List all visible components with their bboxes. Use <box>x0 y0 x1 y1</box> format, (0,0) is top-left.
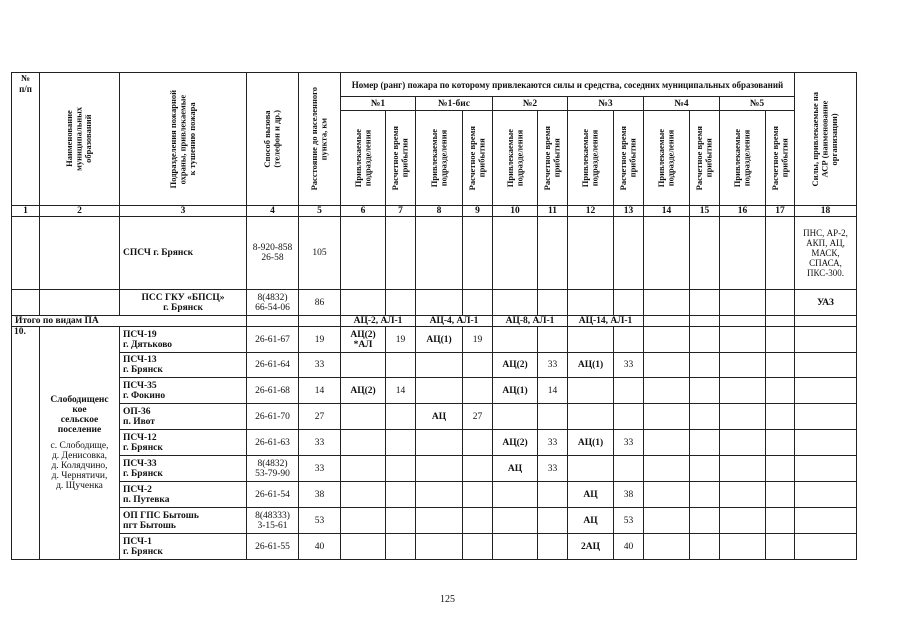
unit-name: ПСЧ-35 г. Фокино <box>120 378 247 404</box>
total-label: Итого по видам ПА <box>12 316 247 327</box>
table-row <box>12 456 857 482</box>
rank-1-units: АЦ(2) *АЛ <box>341 327 386 353</box>
phone: 26-61-63 <box>247 430 299 456</box>
phone: 26-61-70 <box>247 404 299 430</box>
unit-name: ОП-36 п. Ивот <box>120 404 247 430</box>
rank-1bis-time: 19 <box>463 327 493 353</box>
header-col18: Силы, привлекаемые на АСР (наименование организации) <box>795 73 857 206</box>
colnum: 8 <box>416 206 463 217</box>
distance: 53 <box>299 508 341 534</box>
colnum: 13 <box>614 206 644 217</box>
table-row <box>12 430 857 456</box>
table-row <box>12 378 857 404</box>
rank-3-time: 38 <box>614 482 644 508</box>
rank-1-units <box>341 456 386 482</box>
rank-1-time <box>386 482 416 508</box>
phone: 8(4832) 66-54-06 <box>247 290 299 316</box>
rank-1-time <box>386 353 416 378</box>
rank-3-time <box>614 404 644 430</box>
phone: 8(4832) 53-79-90 <box>247 456 299 482</box>
phone: 26-61-54 <box>247 482 299 508</box>
rank-2-time: 33 <box>538 353 568 378</box>
rank-3-units: АЦ(1) <box>568 430 614 456</box>
rank-3-time: 33 <box>614 430 644 456</box>
rank-2-units <box>493 327 538 353</box>
table-row <box>12 353 857 378</box>
rank-2-time <box>538 327 568 353</box>
rank-1-time <box>386 508 416 534</box>
distance: 33 <box>299 430 341 456</box>
municipality-name: Слободищенс кое сельское поселение <box>50 395 109 435</box>
rank-3-time <box>614 456 644 482</box>
fire-forces-table <box>11 72 857 560</box>
colnum: 18 <box>795 206 857 217</box>
rank-1-time <box>386 430 416 456</box>
distance: 14 <box>299 378 341 404</box>
total-rank-2: АЦ-8, АЛ-1 <box>493 316 568 327</box>
distance: 33 <box>299 456 341 482</box>
total-rank-1: АЦ-2, АЛ-1 <box>341 316 416 327</box>
table-row <box>12 534 857 560</box>
rank-1bis-units <box>416 430 463 456</box>
rank-3-units <box>568 327 614 353</box>
header-units-2: Привлекаемые подразделения <box>493 111 538 206</box>
header-units-1: Привлекаемые подразделения <box>341 111 386 206</box>
rank-2-units <box>493 534 538 560</box>
rank-1-units <box>341 353 386 378</box>
municipality-villages: с. Слободище, д. Денисовка, д. Колядчино, д. Чернятичи, д. Щученка <box>50 441 109 491</box>
colnum: 1 <box>12 206 40 217</box>
rank-1-time <box>386 456 416 482</box>
phone: 26-61-67 <box>247 327 299 353</box>
rank-1bis-time <box>463 353 493 378</box>
rank-2-time <box>538 482 568 508</box>
rank-3-units <box>568 378 614 404</box>
header-time-1: Расчетное время прибытия <box>386 111 416 206</box>
header-time-3: Расчетное время прибытия <box>614 111 644 206</box>
header-col5: Расстояние до населенного пункта, км <box>299 73 341 206</box>
phone: 26-61-68 <box>247 378 299 404</box>
asr-forces: УАЗ <box>795 290 857 316</box>
header-units-5: Привлекаемые подразделения <box>720 111 766 206</box>
rank-1bis-time <box>463 508 493 534</box>
rank-2-time <box>538 508 568 534</box>
header-n4: №4 <box>644 97 720 111</box>
total-rank-1bis: АЦ-4, АЛ-1 <box>416 316 493 327</box>
header-time-5: Расчетное время прибытия <box>766 111 795 206</box>
rank-1-time <box>386 404 416 430</box>
rank-1-units <box>341 404 386 430</box>
rank-1bis-units <box>416 353 463 378</box>
rank-1bis-units <box>416 482 463 508</box>
rank-3-units: АЦ(1) <box>568 353 614 378</box>
rank-1bis-units <box>416 534 463 560</box>
rank-1-time <box>386 534 416 560</box>
rank-2-time: 33 <box>538 430 568 456</box>
colnum: 6 <box>341 206 386 217</box>
distance: 105 <box>299 217 341 290</box>
rank-3-units <box>568 456 614 482</box>
unit-name: ПСЧ-12 г. Брянск <box>120 430 247 456</box>
rank-1bis-units <box>416 508 463 534</box>
colnum: 12 <box>568 206 614 217</box>
rank-1bis-time <box>463 430 493 456</box>
unit-name: СПСЧ г. Брянск <box>120 217 247 290</box>
rank-2-units: АЦ(2) <box>493 430 538 456</box>
rank-1-units <box>341 534 386 560</box>
distance: 38 <box>299 482 341 508</box>
rank-1-time: 19 <box>386 327 416 353</box>
rank-3-units: АЦ <box>568 508 614 534</box>
header-col1: № п/п <box>12 73 40 206</box>
colnum: 15 <box>690 206 720 217</box>
rank-3-time: 40 <box>614 534 644 560</box>
rank-1-units <box>341 430 386 456</box>
asr-forces: ПНС, АР-2, АКП, АЦ, МАСК, СПАСА, ПКС-300. <box>795 217 857 290</box>
header-col2: Наименование муниципальных образований <box>40 73 120 206</box>
rank-2-units <box>493 508 538 534</box>
page-number: 125 <box>440 594 455 605</box>
rank-2-units <box>493 404 538 430</box>
row-number: 10. <box>12 327 40 560</box>
rank-2-units <box>493 482 538 508</box>
rank-2-time: 14 <box>538 378 568 404</box>
rank-3-time <box>614 378 644 404</box>
rank-1bis-time <box>463 534 493 560</box>
rank-1-units: АЦ(2) <box>341 378 386 404</box>
table-row <box>12 508 857 534</box>
header-n1: №1 <box>341 97 416 111</box>
colnum: 4 <box>247 206 299 217</box>
total-rank-3: АЦ-14, АЛ-1 <box>568 316 644 327</box>
colnum: 5 <box>299 206 341 217</box>
unit-name: ПСЧ-33 г. Брянск <box>120 456 247 482</box>
colnum: 7 <box>386 206 416 217</box>
column-numbers-row <box>12 206 857 217</box>
rank-1bis-time <box>463 456 493 482</box>
header-time-1bis: Расчетное время прибытия <box>463 111 493 206</box>
unit-name: ПСЧ-2 п. Путевка <box>120 482 247 508</box>
unit-name: ПСЧ-19 г. Дятьково <box>120 327 247 353</box>
phone: 8-920-858 26-58 <box>247 217 299 290</box>
table-row <box>12 404 857 430</box>
colnum: 16 <box>720 206 766 217</box>
colnum: 2 <box>40 206 120 217</box>
colnum: 9 <box>463 206 493 217</box>
header-n5: №5 <box>720 97 795 111</box>
rank-2-units: АЦ(2) <box>493 353 538 378</box>
distance: 86 <box>299 290 341 316</box>
rank-2-units: АЦ(1) <box>493 378 538 404</box>
rank-1bis-units <box>416 456 463 482</box>
unit-name: ПСЧ-1 г. Брянск <box>120 534 247 560</box>
phone: 26-61-55 <box>247 534 299 560</box>
phone: 8(48333) 3-15-61 <box>247 508 299 534</box>
rank-3-time: 53 <box>614 508 644 534</box>
header-n3: №3 <box>568 97 644 111</box>
unit-name: ПСС ГКУ «БПСЦ» г. Брянск <box>120 290 247 316</box>
rank-1-time: 14 <box>386 378 416 404</box>
rank-1-units <box>341 508 386 534</box>
header-group: Номер (ранг) пожара по которому привлекаются силы и средства, соседних муниципальных образований <box>341 73 795 97</box>
table-row <box>12 217 857 290</box>
rank-3-units: 2АЦ <box>568 534 614 560</box>
rank-3-time: 33 <box>614 353 644 378</box>
municipality <box>40 327 120 560</box>
distance: 27 <box>299 404 341 430</box>
header-n1bis: №1-бис <box>416 97 493 111</box>
header-units-3: Привлекаемые подразделения <box>568 111 614 206</box>
unit-name: ПСЧ-13 г. Брянск <box>120 353 247 378</box>
rank-1bis-units: АЦ(1) <box>416 327 463 353</box>
header-units-1bis: Привлекаемые подразделения <box>416 111 463 206</box>
rank-1bis-units <box>416 378 463 404</box>
rank-1-units <box>341 482 386 508</box>
header-n2: №2 <box>493 97 568 111</box>
rank-1bis-time <box>463 482 493 508</box>
colnum: 17 <box>766 206 795 217</box>
rank-3-units <box>568 404 614 430</box>
table-row <box>12 327 857 353</box>
rank-1bis-units: АЦ <box>416 404 463 430</box>
header-time-2: Расчетное время прибытия <box>538 111 568 206</box>
header-col3: Подразделения пожарной охраны, привлекаемые к тушению пожара <box>120 73 247 206</box>
rank-2-time <box>538 404 568 430</box>
total-row <box>12 316 857 327</box>
rank-2-time <box>538 534 568 560</box>
header-col4: Способ вызова (телефон и др.) <box>247 73 299 206</box>
rank-1bis-time: 27 <box>463 404 493 430</box>
unit-name: ОП ГПС Бытошь пгт Бытошь <box>120 508 247 534</box>
header-time-4: Расчетное время прибытия <box>690 111 720 206</box>
rank-1bis-time <box>463 378 493 404</box>
table-row <box>12 290 857 316</box>
header-units-4: Привлекаемые подразделения <box>644 111 690 206</box>
rank-2-time: 33 <box>538 456 568 482</box>
colnum: 11 <box>538 206 568 217</box>
colnum: 3 <box>120 206 247 217</box>
distance: 33 <box>299 353 341 378</box>
colnum: 10 <box>493 206 538 217</box>
distance: 19 <box>299 327 341 353</box>
colnum: 14 <box>644 206 690 217</box>
rank-3-units: АЦ <box>568 482 614 508</box>
phone: 26-61-64 <box>247 353 299 378</box>
rank-3-time <box>614 327 644 353</box>
table-row <box>12 482 857 508</box>
distance: 40 <box>299 534 341 560</box>
rank-2-units: АЦ <box>493 456 538 482</box>
